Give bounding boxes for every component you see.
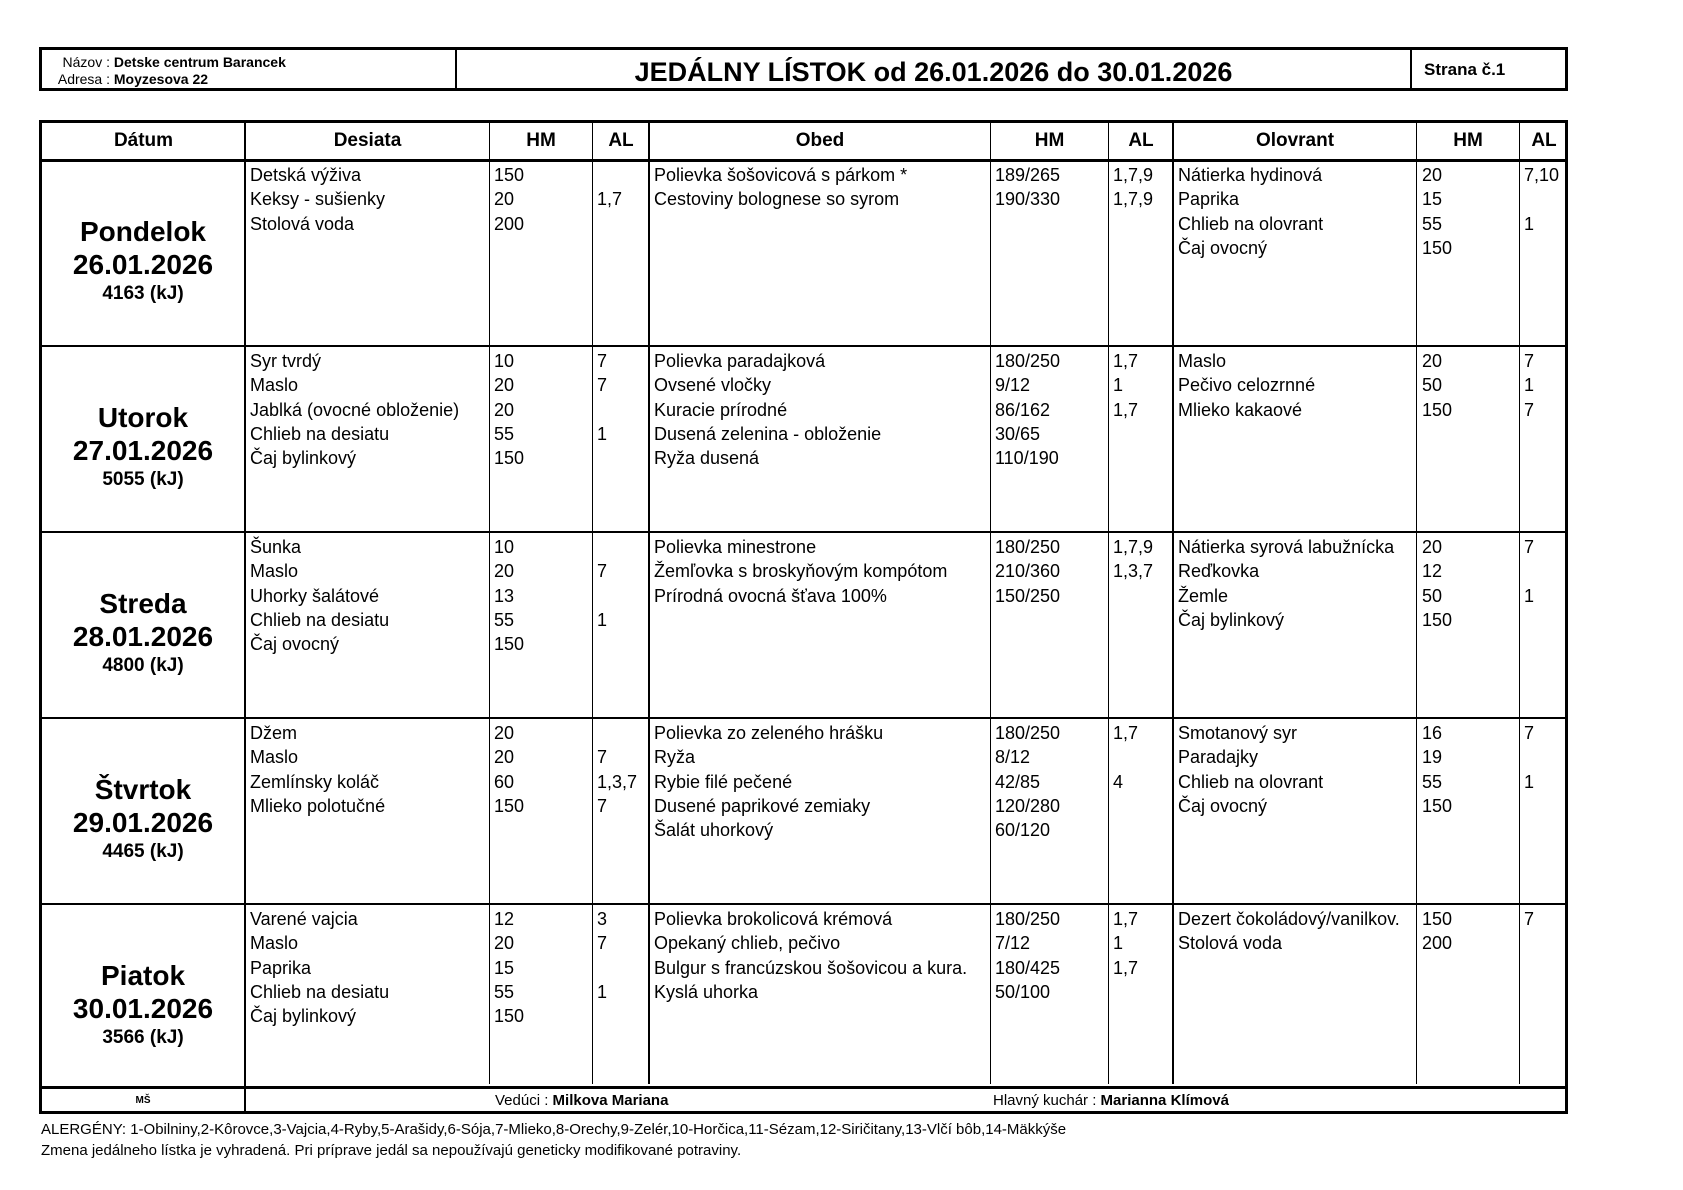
day-name: Pondelok [79,216,206,247]
desiata-hm-column [494,349,524,470]
menu-item-al [597,584,607,608]
day-cell [42,773,244,865]
grid-line [1108,123,1109,1084]
desiata-hm-column [494,907,524,1028]
column-header-lunch-al: AL [1128,130,1154,151]
menu-item-al: 7 [1524,909,1535,929]
menu-item-hm: 200 [494,213,525,234]
menu-item-al [1113,794,1138,818]
menu-item-name: Paprika [1178,189,1240,210]
menu-item-name: Dusené paprikové zemiaky [654,795,871,816]
olovrant-name-column [1178,535,1394,632]
menu-item-hm: 20 [494,375,515,396]
institution-address: Moyzesova 22 [113,71,209,87]
grid-line [42,1086,1565,1089]
menu-item-hm: 20 [494,561,515,582]
olovrant-hm-column [1422,349,1452,422]
menu-item-name: Uhorky šalátové [250,585,380,606]
menu-item-name: Chlieb na olovrant [1178,771,1324,792]
menu-item-hm: 150 [494,1006,525,1027]
obed-al-column [1113,163,1153,212]
olovrant-al-column [1524,721,1534,818]
menu-item-hm: 150 [494,448,525,469]
desiata-al-column [597,721,637,818]
column-header-date: Dátum [113,130,174,151]
institution-name-label: Názov : [62,54,110,70]
menu-item-hm: 15 [1422,189,1443,210]
menu-title: JEDÁLNY LÍSTOK od 26.01.2026 do 30.01.2026 [457,50,1412,88]
menu-item-al [1524,745,1534,769]
menu-item-hm: 20 [494,399,515,420]
menu-item-name: Stolová voda [250,213,355,234]
menu-item-hm: 55 [1422,771,1443,792]
menu-item-al [1113,818,1138,842]
menu-item-al: 1,7,9 [1113,537,1154,557]
obed-name-column [654,535,947,608]
grid-line [42,717,1565,719]
olovrant-name-column [1178,721,1323,818]
menu-item-name: Maslo [1178,351,1227,371]
day-name: Streda [99,588,187,619]
menu-item-hm: 150 [1422,399,1453,420]
day-cell [42,401,244,493]
grid-line [489,123,490,1084]
menu-item-al [1113,980,1138,1004]
day-date: 26.01.2026 [72,249,214,280]
desiata-name-column [250,349,459,470]
menu-item-hm: 60/120 [995,820,1051,841]
menu-item-al: 1 [1524,585,1535,606]
olovrant-al-column [1524,349,1534,422]
menu-item-name: Čaj bylinkový [1178,609,1285,630]
menu-item-al: 7 [597,747,608,768]
grid-line [990,123,991,1084]
menu-item-al: 7 [1524,723,1535,743]
menu-item-hm: 150 [494,795,525,816]
menu-item-al: 1,7 [1113,723,1139,743]
desiata-hm-column [494,163,524,236]
menu-item-al: 1,7 [1113,399,1139,420]
menu-item-al: 7,10 [1524,165,1560,185]
manager-name: Milkova Mariana [552,1092,669,1109]
menu-item-name: Ryža dusená [654,448,760,469]
menu-item-al: 1,7 [1113,957,1139,978]
menu-item-hm: 50 [1422,375,1443,396]
menu-item-hm: 150 [1422,609,1453,630]
menu-item-al [597,398,607,422]
grid-line [1416,123,1417,1084]
menu-item-hm: 110/190 [995,448,1059,469]
obed-hm-column [995,163,1060,212]
menu-item-hm: 20 [494,723,515,743]
menu-item-al [1524,236,1559,260]
allergen-legend: ALERGÉNY: 1-Obilniny,2-Kôrovce,3-Vajcia,4-Ryby,5-Arašidy,6-Sója,7-Mlieko,8-Orechy,9-Zelér,10-Horčica,11-Sézam,12-Siričitany,13-Vlčí bôb,14-Mäkkýše [41,1121,1067,1138]
olovrant-hm-column [1422,163,1452,260]
chef-signature [993,1089,1229,1113]
menu-item-name: Čaj ovocný [1178,237,1268,258]
menu-item-name: Chlieb na desiatu [250,423,390,444]
menu-item-hm: 150 [494,634,525,655]
obed-hm-column [995,349,1060,470]
menu-item-al [597,446,607,470]
column-header-snack-hm: HM [526,130,556,151]
menu-item-al: 1 [1524,213,1535,234]
menu-item-al [597,632,607,656]
desiata-name-column [250,721,385,818]
menu-item-al: 1 [1113,375,1124,396]
menu-item-name: Chlieb na olovrant [1178,213,1324,234]
menu-item-al [1113,446,1138,470]
menu-item-hm: 86/162 [995,399,1051,420]
day-name: Štvrtok [94,774,192,805]
obed-name-column [654,349,881,470]
menu-item-al: 1,7,9 [1113,189,1154,210]
school-code: MŠ [135,1095,151,1106]
menu-item-name: Cestoviny bolognese so syrom [654,189,900,210]
menu-item-name: Šunka [250,537,302,557]
menu-item-name: Nátierka syrová labužnícka [1178,537,1395,557]
manager-label: Vedúci : [495,1092,549,1109]
menu-item-hm: 50 [1422,585,1443,606]
menu-item-al: 7 [597,561,608,582]
menu-item-al [1113,745,1138,769]
menu-item-hm: 20 [494,933,515,954]
day-cell [42,215,244,307]
menu-item-hm: 150 [494,165,525,185]
menu-item-hm: 180/250 [995,351,1061,371]
column-header-snack-al: AL [608,130,634,151]
olovrant-hm-column [1422,721,1452,818]
menu-item-hm: 15 [494,957,515,978]
menu-item-name: Zemlínsky koláč [250,771,380,792]
menu-item-hm: 55 [494,609,515,630]
menu-item-al: 7 [597,351,608,371]
olovrant-hm-column [1422,535,1452,632]
menu-item-hm: 150/250 [995,585,1061,606]
menu-item-name: Čaj ovocný [250,634,340,655]
menu-item-hm: 150 [1422,909,1453,929]
desiata-al-column [597,163,622,236]
menu-item-name: Detská výživa [250,165,362,185]
menu-item-name: Čaj bylinkový [250,1006,357,1027]
menu-item-hm: 20 [1422,165,1443,185]
menu-item-hm: 20 [1422,537,1443,557]
menu-item-al: 1,7 [1113,909,1139,929]
grid-line [42,345,1565,347]
day-energy: 4800 (kJ) [102,655,184,676]
menu-item-al [597,163,622,187]
menu-item-hm: 42/85 [995,771,1041,792]
chef-name: Marianna Klímová [1100,1092,1229,1109]
menu-item-hm: 150 [1422,795,1453,816]
menu-item-al: 4 [1113,771,1124,792]
menu-item-name: Kyslá uhorka [654,981,759,1002]
menu-item-hm: 7/12 [995,933,1031,954]
menu-item-hm: 180/425 [995,957,1061,978]
menu-item-al: 1,7,9 [1113,165,1154,185]
grid-line [1519,123,1520,1084]
menu-item-name: Polievka šošovicová s párkom * [654,165,908,185]
menu-item-hm: 180/250 [995,537,1061,557]
column-header-lunch: Obed [795,130,845,151]
day-date: 28.01.2026 [72,621,214,652]
menu-item-al: 1 [1524,771,1535,792]
day-energy: 4465 (kJ) [102,841,184,862]
document-header [39,47,1568,91]
menu-item-al: 1 [1524,375,1535,396]
institution-address-row [42,71,457,87]
menu-item-al: 7 [597,795,608,816]
menu-item-al [1524,187,1559,211]
menu-item-name: Polievka minestrone [654,537,817,557]
menu-item-al: 7 [597,375,608,396]
olovrant-name-column [1178,349,1315,422]
menu-item-hm: 150 [1422,237,1453,258]
column-header-lunch-hm: HM [1034,130,1065,151]
page-number: Strana č.1 [1424,60,1506,79]
menu-item-name: Maslo [250,747,299,768]
menu-item-name: Syr tvrdý [250,351,322,371]
menu-item-name: Maslo [250,561,299,582]
menu-item-al: 1,3,7 [597,771,638,792]
day-date: 27.01.2026 [72,435,214,466]
menu-item-al: 3 [597,909,608,929]
menu-item-hm: 20 [494,747,515,768]
menu-item-hm: 12 [1422,561,1443,582]
menu-item-hm: 20 [494,189,515,210]
desiata-al-column [597,535,607,656]
day-energy: 5055 (kJ) [102,469,184,490]
menu-item-name: Mlieko kakaové [1178,399,1303,420]
menu-item-al: 1 [597,423,608,444]
menu-item-hm: 200 [1422,933,1453,954]
menu-item-al: 7 [1524,537,1535,557]
day-date: 30.01.2026 [72,993,214,1024]
menu-item-name: Jablká (ovocné obloženie) [250,399,460,420]
menu-item-hm: 189/265 [995,165,1061,185]
desiata-hm-column [494,535,524,656]
obed-hm-column [995,721,1060,842]
obed-al-column [1113,907,1138,1004]
menu-item-name: Smotanový syr [1178,723,1298,743]
obed-name-column [654,907,967,1004]
column-header-afternoon: Olovrant [1255,130,1335,151]
institution-address-label: Adresa : [57,71,110,87]
grid-line [592,123,593,1084]
menu-item-hm: 10 [494,537,515,557]
day-cell [42,959,244,1051]
menu-item-hm: 13 [494,585,515,606]
menu-item-al [597,535,607,559]
menu-item-name: Džem [250,723,298,743]
menu-item-hm: 210/360 [995,561,1061,582]
menu-item-hm: 55 [1422,213,1443,234]
menu-item-hm: 10 [494,351,515,371]
day-energy: 3566 (kJ) [102,1027,184,1048]
obed-hm-column [995,535,1060,608]
day-date: 29.01.2026 [72,807,214,838]
menu-item-al [597,956,607,980]
day-cell [42,587,244,679]
menu-item-hm: 20 [1422,351,1443,371]
menu-item-al [597,721,637,745]
desiata-hm-column [494,721,524,818]
column-header-afternoon-al: AL [1531,130,1557,151]
obed-al-column [1113,349,1138,470]
day-name: Utorok [97,402,189,433]
desiata-al-column [597,349,607,470]
menu-item-al: 7 [1524,399,1535,420]
menu-item-hm: 12 [494,909,515,929]
menu-item-name: Paradajky [1178,747,1259,768]
menu-item-al [1113,422,1138,446]
grid-line [1172,123,1174,1084]
grid-line [42,531,1565,533]
column-header-snack: Desiata [333,130,402,151]
menu-item-name: Čaj bylinkový [250,448,357,469]
menu-item-al [597,212,622,236]
menu-item-name: Nátierka hydinová [1178,165,1323,185]
menu-item-hm: 55 [494,981,515,1002]
olovrant-al-column [1524,907,1534,956]
menu-item-hm: 190/330 [995,189,1061,210]
institution-info [42,50,457,88]
menu-item-hm: 9/12 [995,375,1031,396]
menu-item-name: Pečivo celozrnné [1178,375,1316,396]
menu-item-name: Rybie filé pečené [654,771,793,792]
menu-item-name: Ryža [654,747,696,768]
menu-item-name: Žemle [1178,585,1229,606]
manager-signature [495,1089,668,1113]
menu-item-al [1524,931,1534,955]
obed-name-column [654,721,883,842]
menu-item-name: Chlieb na desiatu [250,609,390,630]
menu-item-name: Žemľovka s broskyňovým kompótom [654,561,948,582]
menu-item-name: Šalát uhorkový [654,820,774,841]
menu-item-name: Maslo [250,375,299,396]
disclaimer: Zmena jedálneho lístka je vyhradená. Pri príprave jedál sa nepoužívajú geneticky modifikované potraviny. [41,1142,742,1159]
obed-name-column [654,163,907,212]
menu-item-name: Opekaný chlieb, pečivo [654,933,841,954]
olovrant-name-column [1178,163,1323,260]
menu-item-al: 7 [597,933,608,954]
menu-item-al [1113,584,1153,608]
menu-item-al: 1 [597,609,608,630]
menu-item-hm: 16 [1422,723,1443,743]
obed-al-column [1113,535,1153,608]
day-energy: 4163 (kJ) [102,283,184,304]
menu-item-hm: 8/12 [995,747,1031,768]
menu-item-hm: 55 [494,423,515,444]
menu-item-hm: 50/100 [995,981,1051,1002]
menu-item-al: 1,3,7 [1113,561,1154,582]
menu-item-name: Polievka brokolicová krémová [654,909,893,929]
menu-item-al: 1,7 [1113,351,1139,371]
menu-item-hm: 19 [1422,747,1443,768]
menu-item-name: Paprika [250,957,312,978]
menu-item-name: Polievka zo zeleného hrášku [654,723,884,743]
menu-item-hm: 120/280 [995,795,1061,816]
menu-item-name: Dusená zelenina - obloženie [654,423,882,444]
menu-item-al: 1 [1113,933,1124,954]
menu-item-hm: 30/65 [995,423,1041,444]
menu-item-hm: 60 [494,771,515,792]
day-name: Piatok [100,960,186,991]
menu-item-al [1524,559,1534,583]
menu-item-name: Polievka paradajková [654,351,826,371]
grid-line [42,159,1565,162]
menu-item-name: Dezert čokoládový/vanilkov. [1178,909,1400,929]
grid-line [648,123,650,1084]
olovrant-name-column [1178,907,1400,956]
menu-item-name: Kuracie prírodné [654,399,788,420]
menu-item-hm: 180/250 [995,723,1061,743]
menu-item-name: Keksy - sušienky [250,189,386,210]
menu-item-al [1524,608,1534,632]
menu-item-name: Bulgur s francúzskou šošovicou a kura. [654,957,968,978]
menu-item-name: Čaj ovocný [1178,795,1268,816]
menu-item-al [1524,794,1534,818]
menu-item-name: Varené vajcia [250,909,358,929]
menu-item-name: Ovsené vločky [654,375,772,396]
obed-hm-column [995,907,1060,1004]
menu-item-name: Mlieko polotučné [250,795,386,816]
menu-item-hm: 180/250 [995,909,1061,929]
olovrant-al-column [1524,535,1534,632]
menu-table [39,120,1568,1114]
menu-item-al: 7 [1524,351,1535,371]
menu-item-al: 1,7 [597,189,623,210]
column-header-afternoon-hm: HM [1453,130,1483,151]
menu-item-name: Chlieb na desiatu [250,981,390,1002]
desiata-name-column [250,163,385,236]
institution-name-row [42,54,457,70]
menu-item-name: Maslo [250,933,299,954]
chef-label: Hlavný kuchár : [993,1092,1097,1109]
menu-item-name: Reďkovka [1178,561,1260,582]
menu-item-name: Stolová voda [1178,933,1283,954]
desiata-al-column [597,907,607,1028]
institution-name: Detske centrum Barancek [113,54,286,70]
olovrant-al-column [1524,163,1559,260]
desiata-name-column [250,535,389,656]
grid-line [244,123,246,1111]
grid-line [42,903,1565,905]
menu-item-al: 1 [597,981,608,1002]
obed-al-column [1113,721,1138,842]
menu-item-name: Prírodná ovocná šťava 100% [654,585,887,606]
olovrant-hm-column [1422,907,1452,956]
menu-item-al [597,1004,607,1028]
desiata-name-column [250,907,389,1028]
